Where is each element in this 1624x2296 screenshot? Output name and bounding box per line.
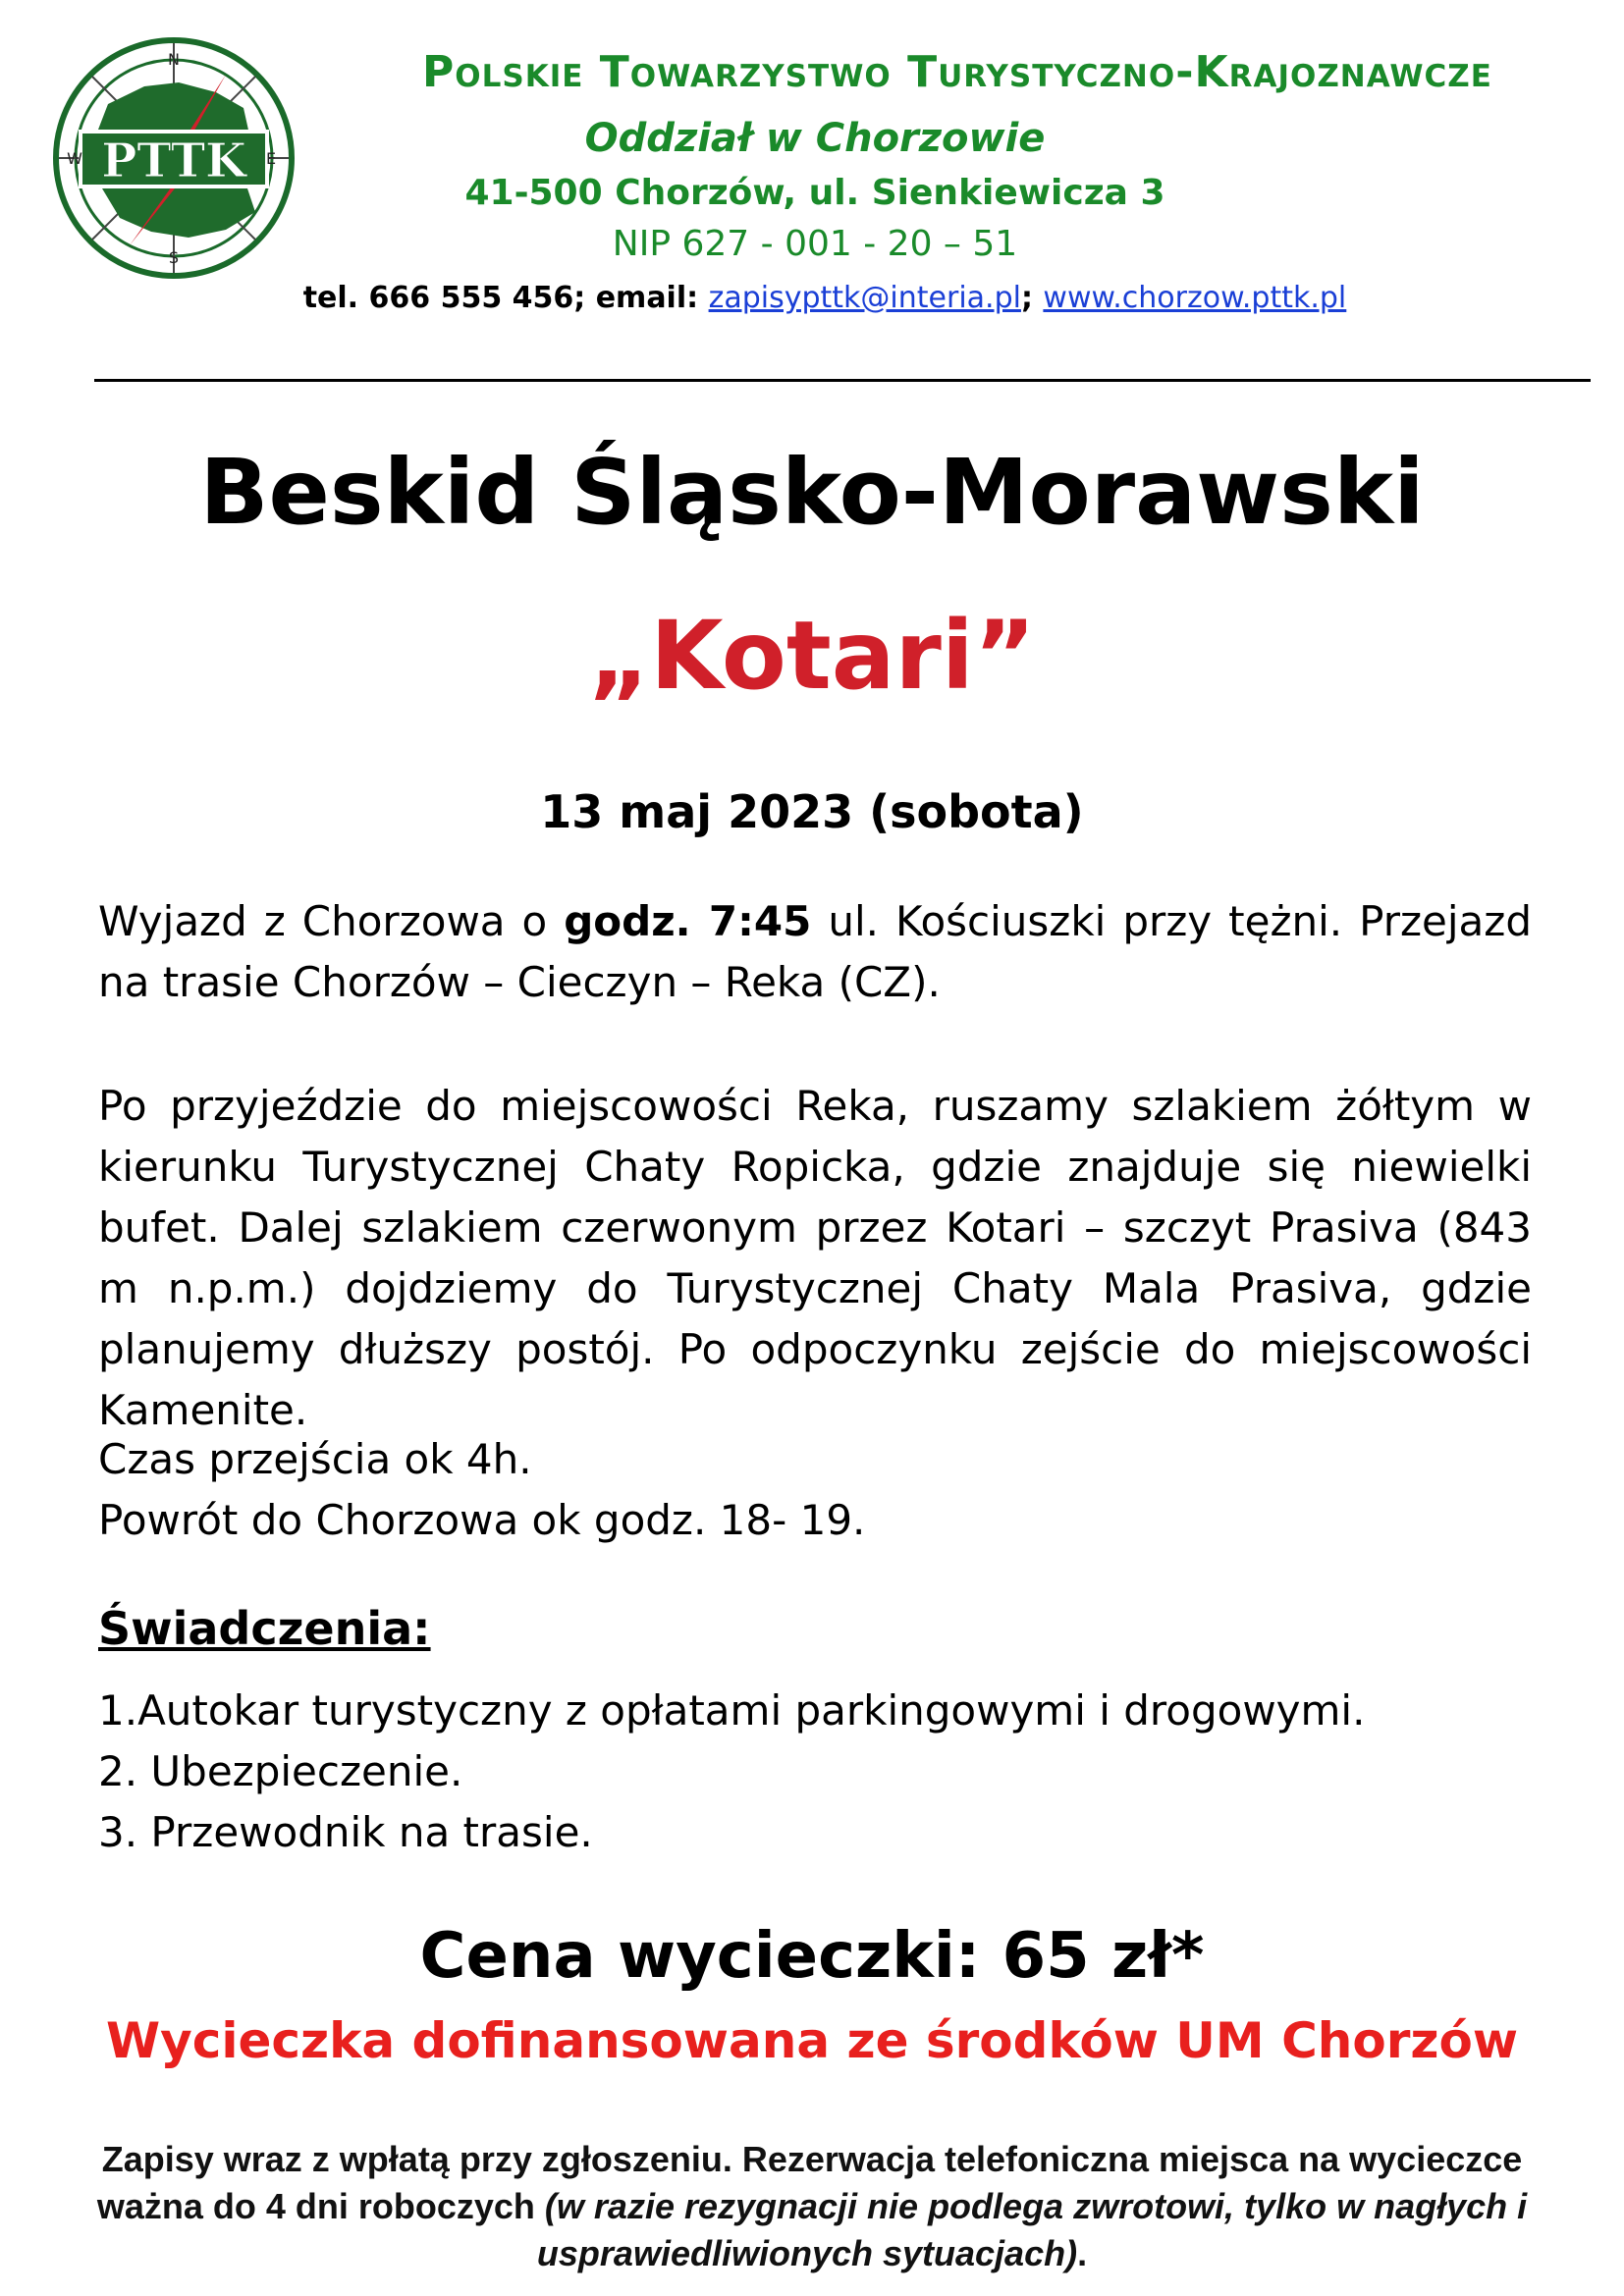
funding-note: Wycieczka dofinansowana ze środków UM Chorzów — [105, 2012, 1519, 2069]
contact-separator: ; — [1020, 281, 1044, 315]
compass-w: W — [67, 149, 82, 168]
route-paragraph: Po przyjeździe do miejscowości Reka, ruszamy szlakiem żółtym w kierunku Turystycznej Chaty Ropicka, gdzie znajduje się niewielki bufet. Dalej szlakiem czerwonym przez Kotari – szczyt Prasiva (843 m n.p.m.) dojdziemy do Turystycznej Chaty Mala Prasiva, gdzie planujemy dłuższy postój. Po odpoczynku zejście do miejscowości Kamenite. — [98, 1082, 1532, 1434]
nip: NIP 627 - 001 - 20 – 51 — [612, 224, 1018, 264]
list-item: 2. Ubezpieczenie. — [98, 1747, 463, 1795]
org-name: Polskie Towarzystwo Turystyczno-Krajoznawcze — [422, 47, 1492, 97]
compass-s: S — [168, 248, 180, 267]
footer-note — [94, 2136, 1530, 2277]
branch-name: Oddział w Chorzowie — [584, 116, 1046, 161]
footer-text: Zapisy wraz z wpłatą przy zgłoszeniu. Rezerwacja telefoniczna miejsca na wycieczce ważna do 4 dni roboczych — [96, 2139, 1523, 2226]
walk-time: Czas przejścia ok 4h. — [98, 1435, 532, 1483]
services-list — [98, 1681, 1365, 1863]
trip-price: Cena wycieczki: 65 zł* — [419, 1920, 1205, 1993]
contact-line — [295, 281, 1355, 315]
header-divider — [94, 379, 1591, 382]
event-date: 13 maj 2023 (sobota) — [540, 785, 1084, 838]
services-heading: Świadczenia: — [98, 1602, 431, 1655]
logo-text: PTTK — [101, 133, 246, 188]
departure-paragraph — [98, 891, 1532, 1013]
compass-n: N — [168, 50, 180, 69]
footer-italic: (w razie rezygnacji nie podlega zwrotowi, tylko w nagłych i usprawiedliwionych sytuacjach) — [536, 2186, 1528, 2273]
compass-e: E — [265, 149, 277, 168]
pttk-logo — [51, 35, 297, 281]
event-name: „Kotari” — [588, 601, 1036, 711]
email-link[interactable]: zapisypttk@interia.pl — [708, 281, 1021, 315]
address: 41-500 Chorzów, ul. Sienkiewicza 3 — [464, 173, 1165, 213]
departure-route: ul. Kościuszki przy tężni. Przejazd na trasie Chorzów – Cieczyn – Reka (CZ). — [98, 897, 1532, 1006]
phone-label: tel. 666 555 456; email: — [302, 281, 709, 315]
page-title: Beskid Śląsko-Morawski — [199, 440, 1425, 545]
departure-text: Wyjazd z Chorzowa o — [98, 897, 565, 945]
footer-end: . — [1077, 2233, 1088, 2273]
list-item: 1.Autokar turystyczny z opłatami parkingowymi i drogowymi. — [98, 1686, 1366, 1735]
website-link[interactable]: www.chorzow.pttk.pl — [1043, 281, 1347, 315]
list-item: 3. Przewodnik na trasie. — [98, 1808, 593, 1856]
return-time: Powrót do Chorzowa ok godz. 18- 19. — [98, 1496, 866, 1544]
departure-time: godz. 7:45 — [564, 897, 812, 945]
